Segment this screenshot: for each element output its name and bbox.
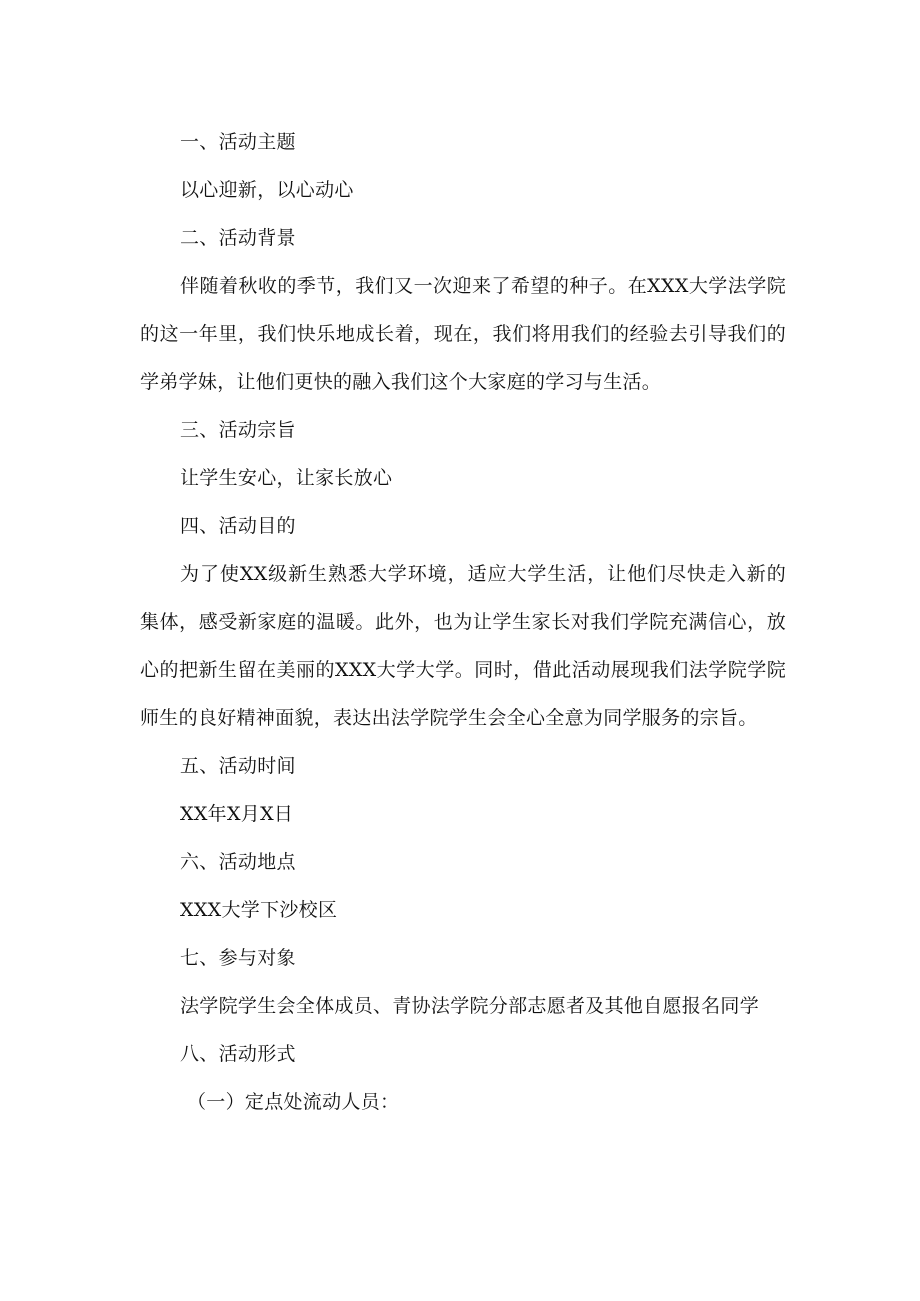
document-body <box>140 118 786 1126</box>
section-heading-participants: 七、参与对象 <box>180 947 296 969</box>
purpose-text: 让学生安心，让家长放心 <box>180 467 393 489</box>
location-text: XXX大学下沙校区 <box>180 899 338 921</box>
theme-text: 以心迎新，以心动心 <box>180 179 354 201</box>
background-text: 伴随着秋收的季节，我们又一次迎来了希望的种子。在XXX大学法学院的这一年里，我们快乐地成长着，现在，我们将用我们的经验去引导我们的学弟学妹，让他们更快的融入我们这个大家庭的学习与生活。 <box>140 275 786 393</box>
section-heading-location: 六、活动地点 <box>180 851 296 873</box>
section-heading-purpose: 三、活动宗旨 <box>180 419 296 441</box>
section-heading-background: 二、活动背景 <box>180 227 296 249</box>
section-heading-theme: 一、活动主题 <box>180 131 296 153</box>
time-text: XX年X月X日 <box>180 803 294 825</box>
format-subitem-1: （一）定点处流动人员： <box>187 1091 400 1113</box>
section-heading-goal: 四、活动目的 <box>180 515 296 537</box>
section-heading-time: 五、活动时间 <box>180 755 296 777</box>
participants-text: 法学院学生会全体成员、青协法学院分部志愿者及其他自愿报名同学 <box>180 995 760 1017</box>
section-heading-format: 八、活动形式 <box>180 1043 296 1065</box>
goal-text: 为了使XX级新生熟悉大学环境，适应大学生活，让他们尽快走入新的集体，感受新家庭的温暖。此外，也为让学生家长对我们学院充满信心，放心的把新生留在美丽的XXX大学大学。同时，借此活动展现我们法学院学院师生的良好精神面貌，表达出法学院学生会全心全意为同学服务的宗旨。 <box>140 563 786 729</box>
